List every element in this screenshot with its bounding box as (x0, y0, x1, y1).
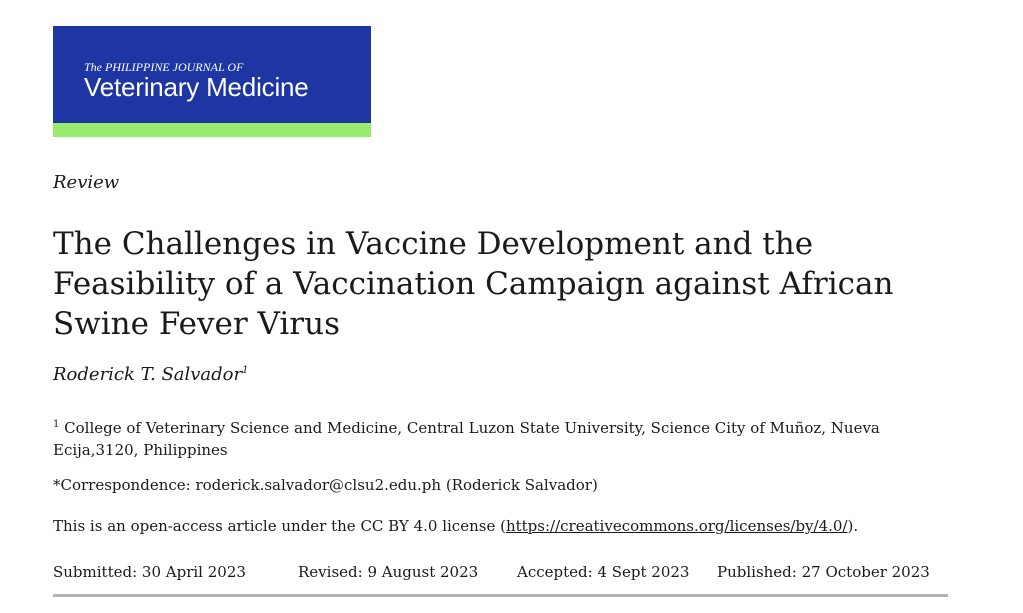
author-name: Roderick T. Salvador (53, 364, 243, 385)
article-title: The Challenges in Vaccine Development and the Feasibility of a Vaccination Campaign against African Swine Fever Virus (53, 226, 894, 342)
submitted-date: Submitted: 30 April 2023 (53, 563, 246, 581)
license-statement (53, 517, 858, 535)
affiliation (53, 414, 953, 461)
accepted-date: Accepted: 4 Sept 2023 (517, 563, 690, 581)
affiliation-text: College of Veterinary Science and Medicine, Central Luzon State University, Science City of Muñoz, Nueva Ecija,3120, Philippines (53, 419, 880, 459)
journal-logo (53, 26, 371, 137)
affiliation-superscript: 1 (53, 419, 60, 430)
license-suffix: ). (847, 517, 859, 535)
author-line (53, 364, 249, 385)
logo-blue-band (53, 26, 371, 123)
revised-date: Revised: 9 August 2023 (298, 563, 479, 581)
published-date: Published: 27 October 2023 (717, 563, 930, 581)
logo-green-band (53, 123, 371, 137)
journal-name-big: Veterinary Medicine (84, 72, 309, 102)
license-prefix: This is an open-access article under the CC BY 4.0 license ( (53, 517, 506, 535)
divider-rule (53, 594, 948, 597)
author-superscript: 1 (242, 365, 249, 376)
publication-dates (53, 563, 953, 585)
journal-name-small: The PHILIPPINE JOURNAL OF (84, 60, 244, 74)
article-type: Review (53, 172, 120, 193)
correspondence: *Correspondence: roderick.salvador@clsu2.edu.ph (Roderick Salvador) (53, 476, 598, 494)
license-link[interactable]: https://creativecommons.org/licenses/by/4.0/ (505, 517, 848, 535)
